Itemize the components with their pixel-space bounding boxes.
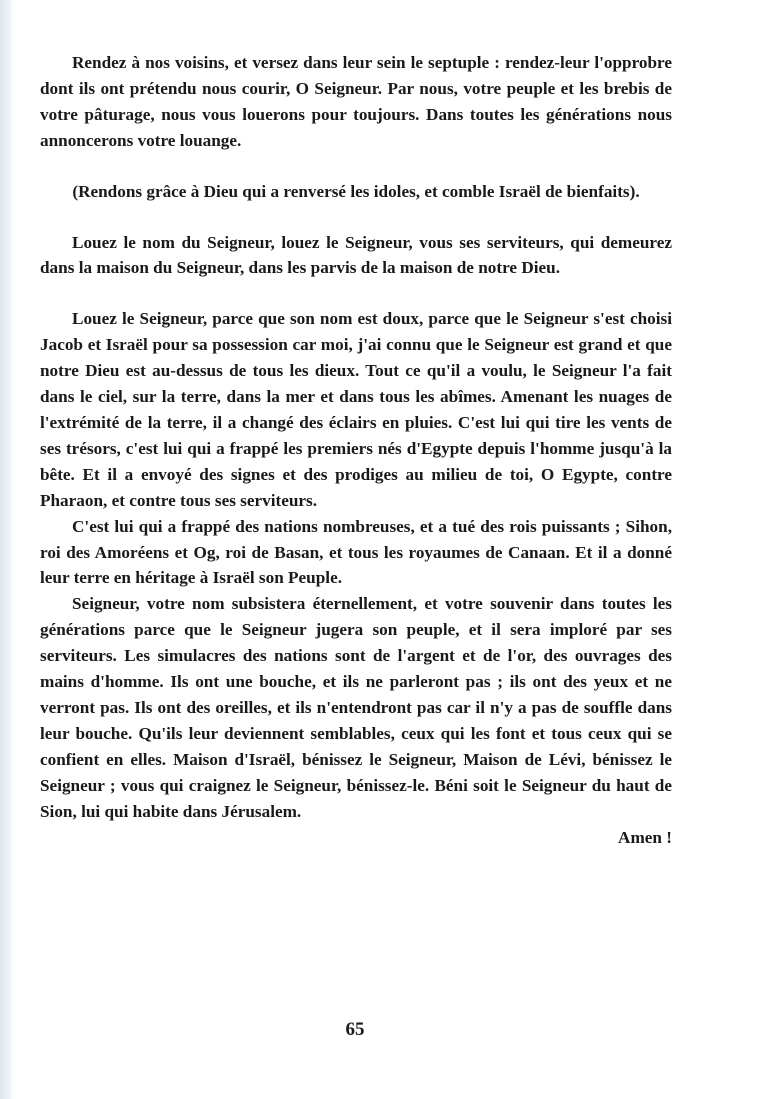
page-edge-shadow	[0, 0, 14, 1099]
paragraph-6: Seigneur, votre nom subsistera éternellement, et votre souvenir dans toutes les générations parce que le Seigneur jugera son peuple, et il sera imploré par ses serviteurs. Les simulacres des nations sont de l'argent et de l'or, des ouvrages des mains d'homme. Ils ont une bouche, et ils ne parleront pas ; ils ont des yeux et ne verront pas. Ils ont des oreilles, et ils n'entendront pas car il n'y a pas de souffle dans leur bouche. Qu'ils leur deviennent semblables, ceux qui les font et tous ceux qui se confient en elles. Maison d'Israël, bénissez le Seigneur, Maison de Lévi, bénissez le Seigneur ; vous qui craignez le Seigneur, bénissez-le. Béni soit le Seigneur du haut de Sion, lui qui habite dans Jérusalem.	[40, 594, 672, 821]
paragraph-4: Louez le Seigneur, parce que son nom est doux, parce que le Seigneur s'est choisi Jacob et Israël pour sa possession car moi, j'ai connu que le Seigneur est grand et que notre Dieu est au-dessus de tous les dieux. Tout ce qu'il a voulu, le Seigneur l'a fait dans le ciel, sur la terre, dans la mer et dans tous les abîmes. Amenant les nuages de l'extrémité de la terre, il a changé des éclairs en pluies. C'est lui qui tire les vents de ses trésors, c'est lui qui a frappé les premiers nés d'Egypte depuis l'homme jusqu'à la bête. Et il a envoyé des signes et des prodiges au milieu de toi, O Egypte, contre Pharaon, et contre tous ses serviteurs.	[40, 309, 672, 510]
closing-amen: Amen !	[618, 828, 672, 848]
paragraph-5: C'est lui qui a frappé des nations nombreuses, et a tué des rois puissants ; Sihon, roi des Amoréens et Og, roi de Basan, et tous les royaumes de Canaan. Et il a donné leur terre en héritage à Israël son Peuple.	[40, 516, 672, 588]
paragraph-2-parenthetical: (Rendons grâce à Dieu qui a renversé les idoles, et comble Israël de bienfaits).	[72, 181, 640, 201]
page-body	[40, 50, 672, 851]
paragraph-3: Louez le nom du Seigneur, louez le Seigneur, vous ses serviteurs, qui demeurez dans la maison du Seigneur, dans les parvis de la maison de notre Dieu.	[40, 232, 672, 278]
page-number: 65	[345, 1019, 365, 1040]
paragraph-1: Rendez à nos voisins, et versez dans leur sein le septuple : rendez-leur l'opprobre dont ils ont prétendu nous courir, O Seigneur. Par nous, votre peuple et les brebis de votre pâturage, nous vous louerons pour toujours. Dans toutes les générations nous annoncerons votre louange.	[40, 53, 672, 150]
